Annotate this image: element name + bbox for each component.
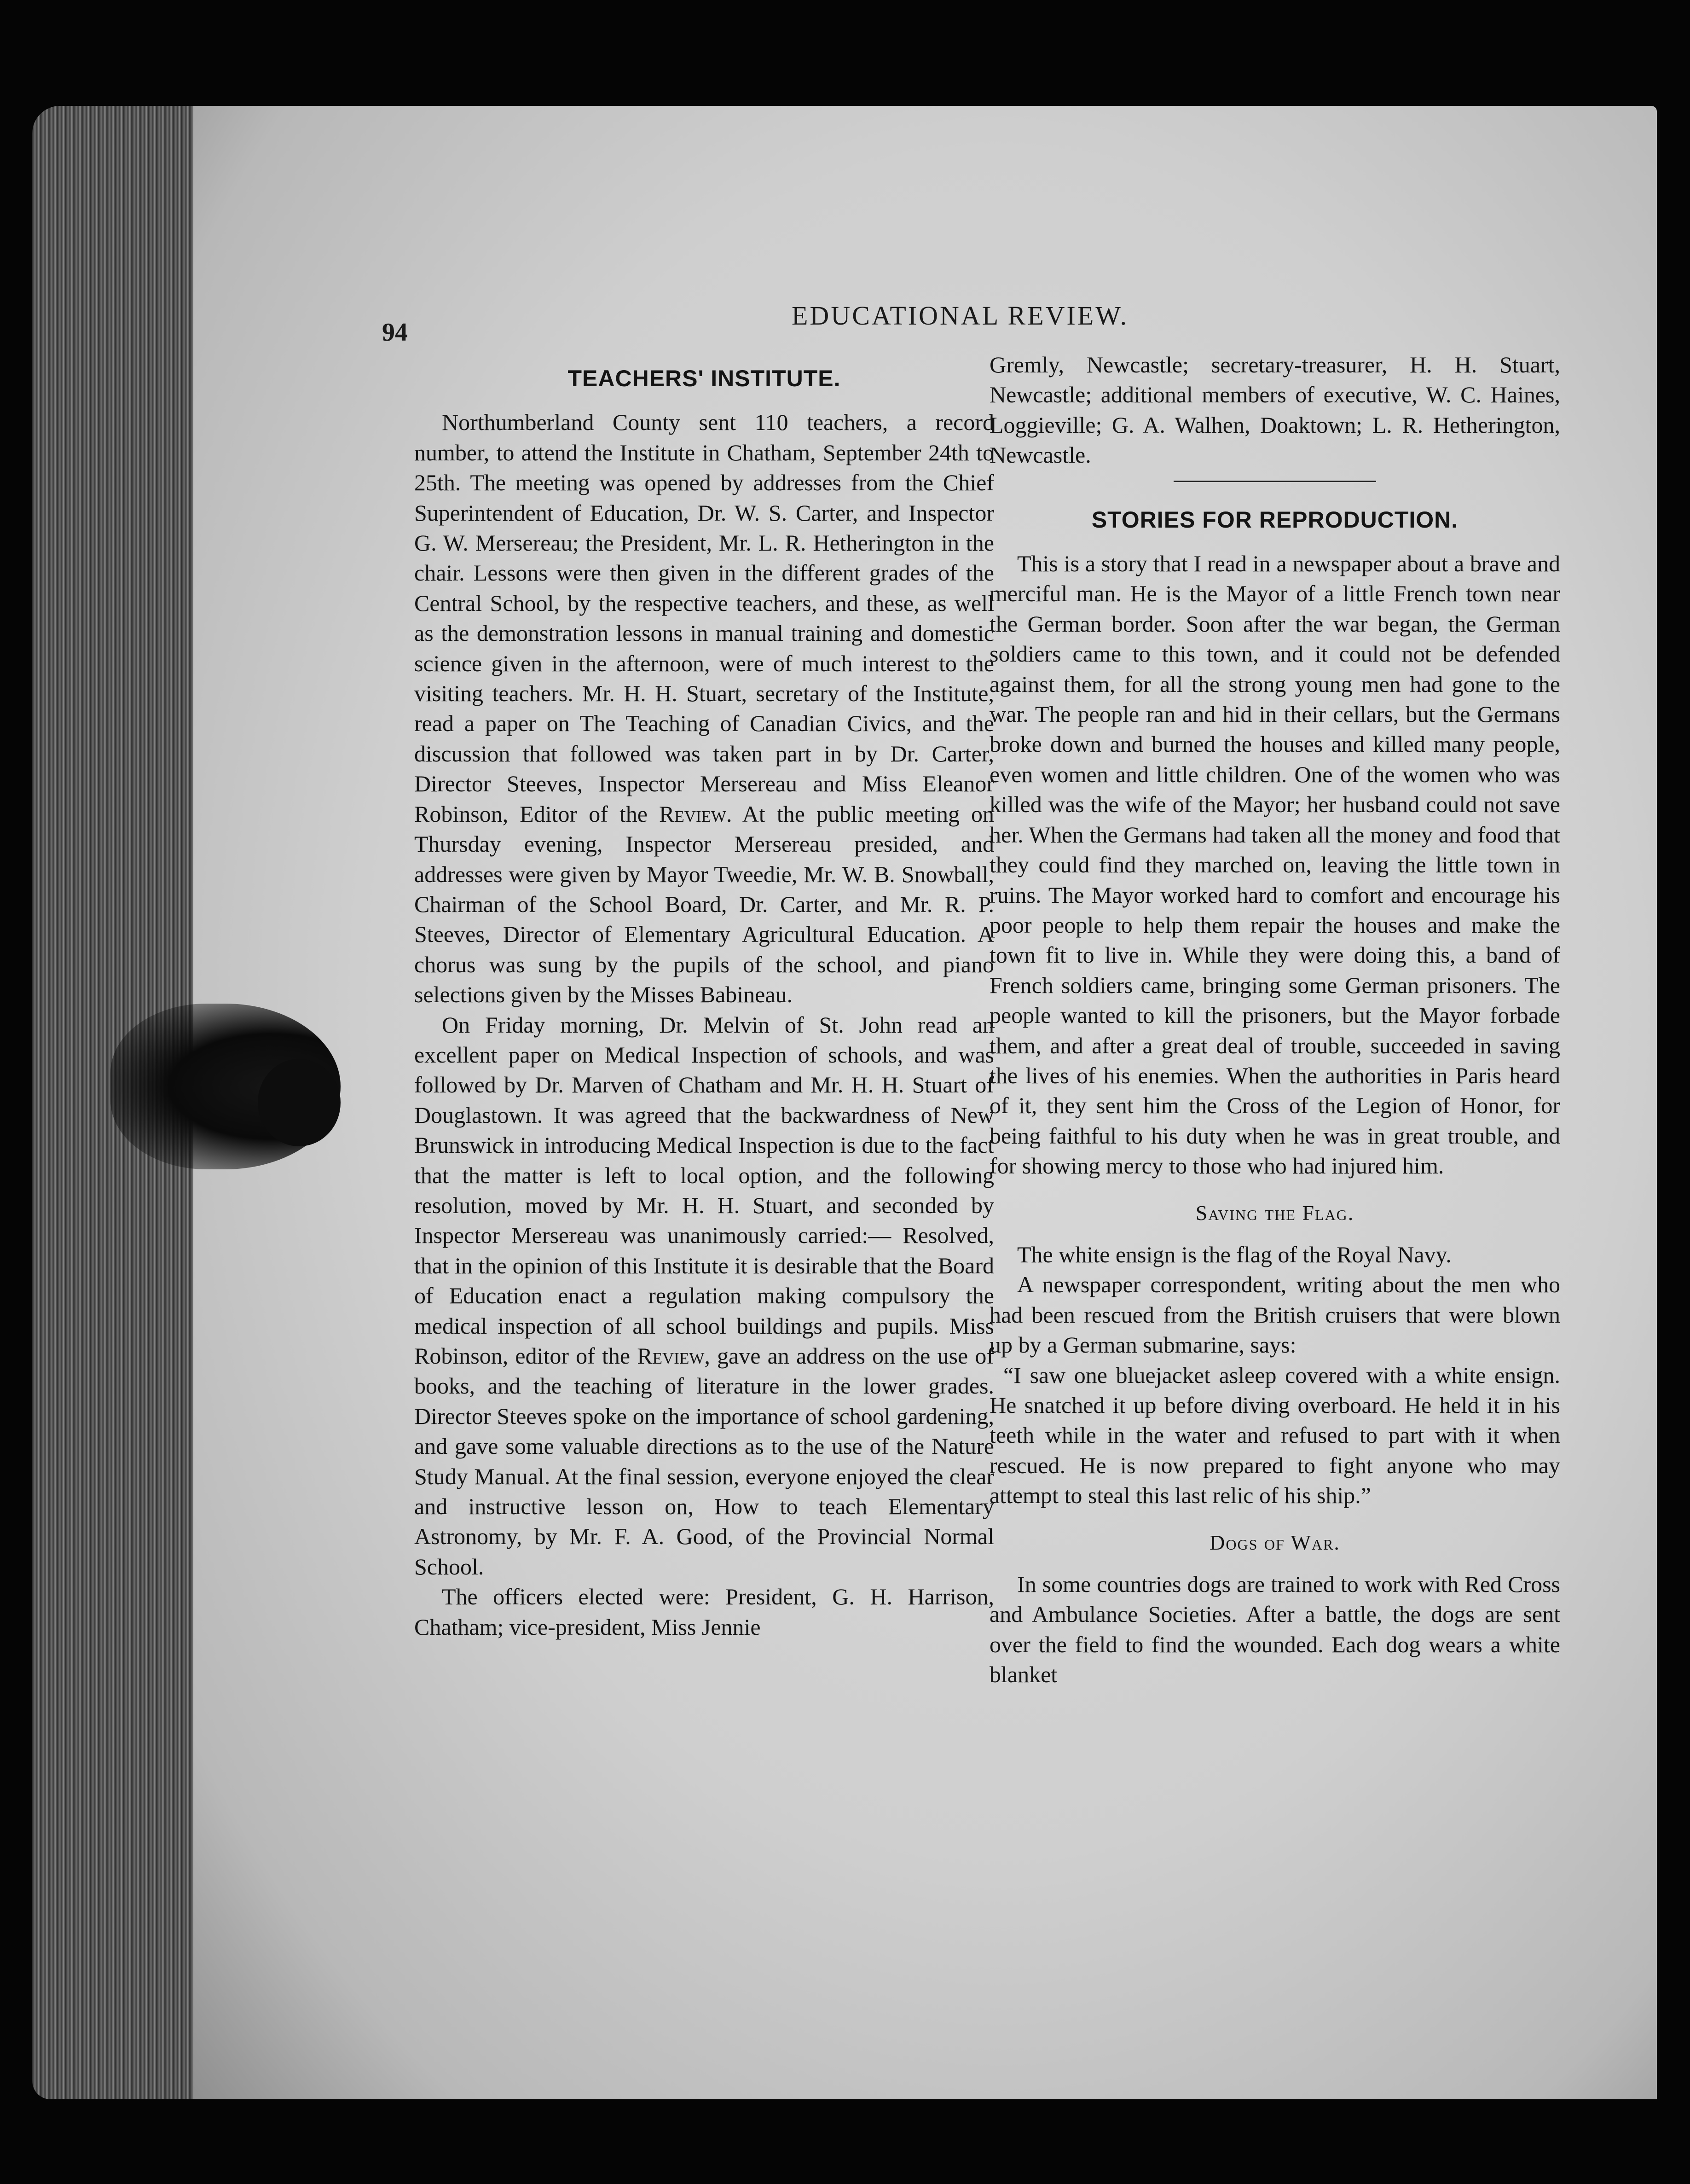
teachers-institute-heading: TEACHERS' INSTITUTE.	[567, 366, 841, 391]
institute-paragraph-1-cont: . At the public meeting on Thursday evening, Inspector Mersereau presided, and addresses were given by Mayor Tweedie, Mr. W. B. Snowball, Chairman of the School Board, Dr. Carter, and Mr. R. P. Steeves, Director of Elementary Agricultural Education. A chorus was sung by the pupils of the school, and piano selections given by the Misses Babineau.	[414, 801, 994, 1008]
right-column	[990, 350, 1560, 1690]
review-name: Review	[637, 1343, 705, 1369]
institute-paragraph-1-text: Northumberland County sent 110 teachers, a record number, to attend the Institute in Chatham, September 24th to 25th. The meeting was opened by addresses from the Chief Superintendent of Education, Dr. W. S. Carter, and Inspector G. W. Mersereau; the President, Mr. L. R. Hetherington in the chair. Lessons were then given in the different grades of the Central School, by the respective teachers, and these, as well as the demonstration lessons in manual training and domestic science given in the afternoon, were of much interest to the visiting teachers. Mr. H. H. Stuart, secretary of the Institute, read a paper on The Teaching of Canadian Civics, and the discussion that followed was taken part in by Dr. Carter, Director Steeves, Inspector Mersereau and Miss Eleanor Robinson, Editor of the	[414, 409, 994, 827]
stories-heading: STORIES FOR REPRODUCTION.	[1091, 506, 1458, 533]
institute-paragraph-2	[414, 1010, 994, 1582]
flag-paragraph-1: The white ensign is the flag of the Royal Navy.	[1017, 1241, 1452, 1267]
mayor-story: This is a story that I read in a newspaper about a brave and merciful man. He is the Mayor of a little French town near the German border. Soon after the war began, the German soldiers came to this town, and it could not be defended against them, for all the strong young men had gone to the war. The people ran and hid in their cellars, but the Germans broke down and burned the houses and killed many people, even women and little children. One of the women who was killed was the wife of the Mayor; her husband could not save her. When the Germans had taken all the money and food that they could find they marched on, leaving the little town in ruins. The Mayor worked hard to comfort and encourage his poor people to help them repair the houses and make the town fit to live in. While they were doing this, a band of French soldiers came, bringing some German prisoners. The people wanted to kill the prisoners, but the Mayor forbade them, and after a great deal of trouble, succeeded in saving the lives of his enemies. When the authorities in Paris heard of it, they sent him the Cross of the Legion of Honor, for being faithful to his duty when he was in great trouble, and for showing mercy to those who had injured him.	[990, 551, 1560, 1179]
review-name: Review	[659, 801, 727, 827]
thumb-tip	[258, 1059, 341, 1146]
institute-paragraph-2-text: On Friday morning, Dr. Melvin of St. John read an excellent paper on Medical Inspection of schools, and was followed by Dr. Marven of Chatham and Mr. H. H. Stuart of Douglastown. It was agreed that the backwardness of New Brunswick in introducing Medical Inspection is due to the fact that the matter is left to local option, and the following resolution, moved by Mr. H. H. Stuart, and seconded by Inspector Mersereau was unanimously carried:— Resolved, that in the opinion of this Institute it is desirable that the Board of Education enact a regulation making compulsory the medical inspection of all school buildings and pupils. Miss Robinson, editor of the	[414, 1011, 994, 1369]
dogs-paragraph: In some countries dogs are trained to work with Red Cross and Ambulance Societies. After a battle, the dogs are sent over the field to find the wounded. Each dog wears a white blanket	[990, 1571, 1560, 1688]
saving-the-flag-heading: Saving the Flag.	[1195, 1201, 1354, 1225]
page-number: 94	[382, 318, 408, 347]
officers-continuation: Gremly, Newcastle; secretary-treasurer, H. H. Stuart, Newcastle; additional members of executive, W. C. Haines, Loggieville; G. A. Walhen, Doaktown; L. R. Hetherington, Newcastle.	[990, 352, 1560, 468]
flag-paragraph-2: A newspaper correspondent, writing about the men who had been rescued from the British cruisers that were blown up by a German submarine, says:	[990, 1272, 1560, 1358]
running-head: EDUCATIONAL REVIEW.	[792, 301, 1129, 331]
section-divider	[1174, 481, 1376, 482]
dogs-of-war-heading: Dogs of War.	[1210, 1530, 1340, 1554]
flag-quote: “I saw one bluejacket asleep covered with a white ensign. He snatched it up before diving overboard. He held it in his teeth while in the water and refused to part with it when rescued. He is now prepared to fight anyone who may attempt to steal this last relic of his ship.”	[990, 1362, 1560, 1509]
institute-paragraph-3: The officers elected were: President, G. H. Harrison, Chatham; vice-president, Miss Jennie	[414, 1584, 994, 1640]
institute-paragraph-1	[414, 407, 994, 1010]
left-column	[414, 364, 994, 1642]
institute-paragraph-2-cont: , gave an address on the use of books, and the teaching of literature in the lower grades. Director Steeves spoke on the importance of school gardening, and gave some valuable directions as to the use of the Nature Study Manual. At the final session, everyone enjoyed the clear and instructive lesson on, How to teach Elementary Astronomy, by Mr. F. A. Good, of the Provincial Normal School.	[414, 1343, 995, 1580]
